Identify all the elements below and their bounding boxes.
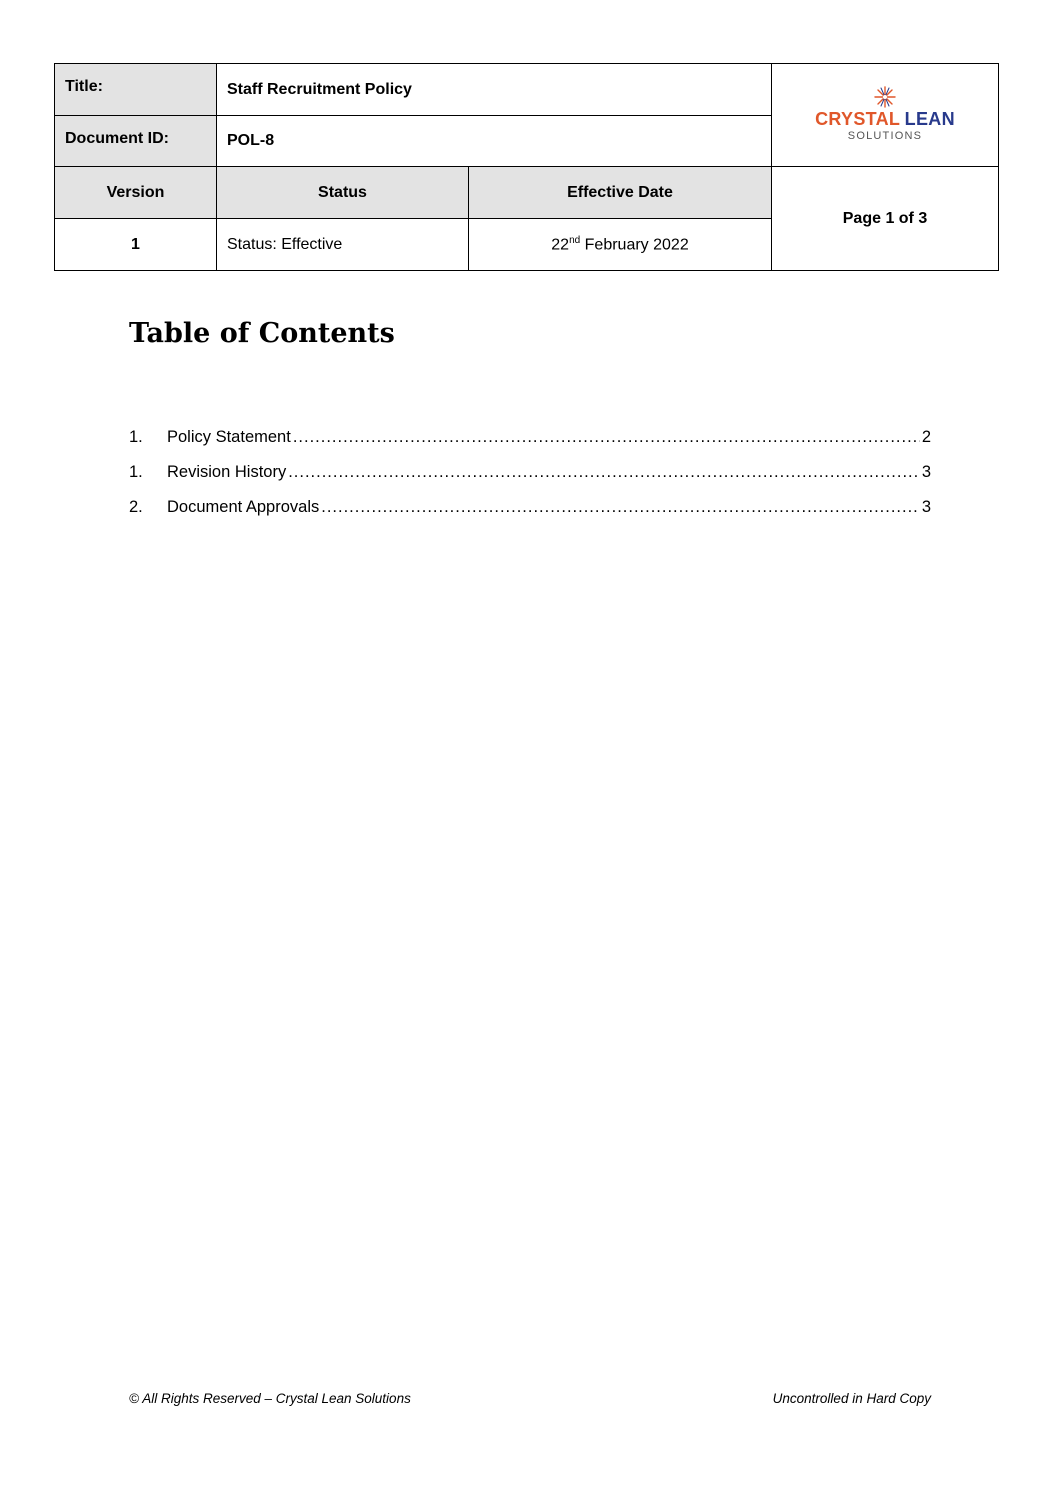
version-value: 1 [55, 219, 217, 271]
document-id-label: Document ID: [55, 116, 217, 167]
starburst-icon [874, 86, 896, 108]
toc-entry-revision-history[interactable] [129, 463, 931, 498]
toc-entry-page: 3 [921, 498, 931, 516]
title-value: Staff Recruitment Policy [217, 64, 772, 116]
toc-leader-dots [321, 498, 920, 517]
toc-entry-policy-statement[interactable] [129, 428, 931, 463]
date-suffix: nd [569, 234, 581, 246]
page-footer [129, 1391, 931, 1406]
toc-entry-page: 2 [921, 428, 931, 446]
status-value: Status: Effective [217, 219, 469, 271]
date-rest: February 2022 [580, 236, 689, 254]
effective-date-value [469, 219, 772, 271]
toc-entry-text: Policy Statement [167, 428, 291, 446]
toc-entry-text: Revision History [167, 463, 287, 481]
title-label: Title: [55, 64, 217, 116]
toc-entry-number: 1. [129, 463, 143, 481]
logo-word-crystal: CRYSTAL [815, 109, 901, 129]
status-header: Status [217, 167, 469, 219]
page-info: Page 1 of 3 [772, 167, 999, 271]
table-of-contents [129, 428, 931, 533]
document-header-table [54, 63, 999, 271]
logo-subtitle: SOLUTIONS [847, 130, 923, 142]
date-day: 22 [551, 236, 570, 254]
toc-leader-dots [288, 463, 920, 482]
toc-entry-number: 2. [129, 498, 143, 516]
toc-entry-text: Document Approvals [167, 498, 320, 516]
toc-entry-number: 1. [129, 428, 143, 446]
toc-leader-dots [293, 428, 920, 447]
toc-entry-document-approvals[interactable] [129, 498, 931, 533]
logo-word-lean: LEAN [904, 109, 955, 129]
version-header: Version [55, 167, 217, 219]
document-id-value: POL-8 [217, 116, 772, 167]
toc-title: Table of Contents [129, 318, 395, 349]
toc-entry-page: 3 [921, 463, 931, 481]
footer-uncontrolled-notice: Uncontrolled in Hard Copy [772, 1391, 931, 1406]
company-logo [815, 86, 955, 142]
effective-date-header: Effective Date [469, 167, 772, 219]
logo-cell [772, 64, 999, 167]
footer-copyright: © All Rights Reserved – Crystal Lean Solutions [129, 1391, 411, 1406]
